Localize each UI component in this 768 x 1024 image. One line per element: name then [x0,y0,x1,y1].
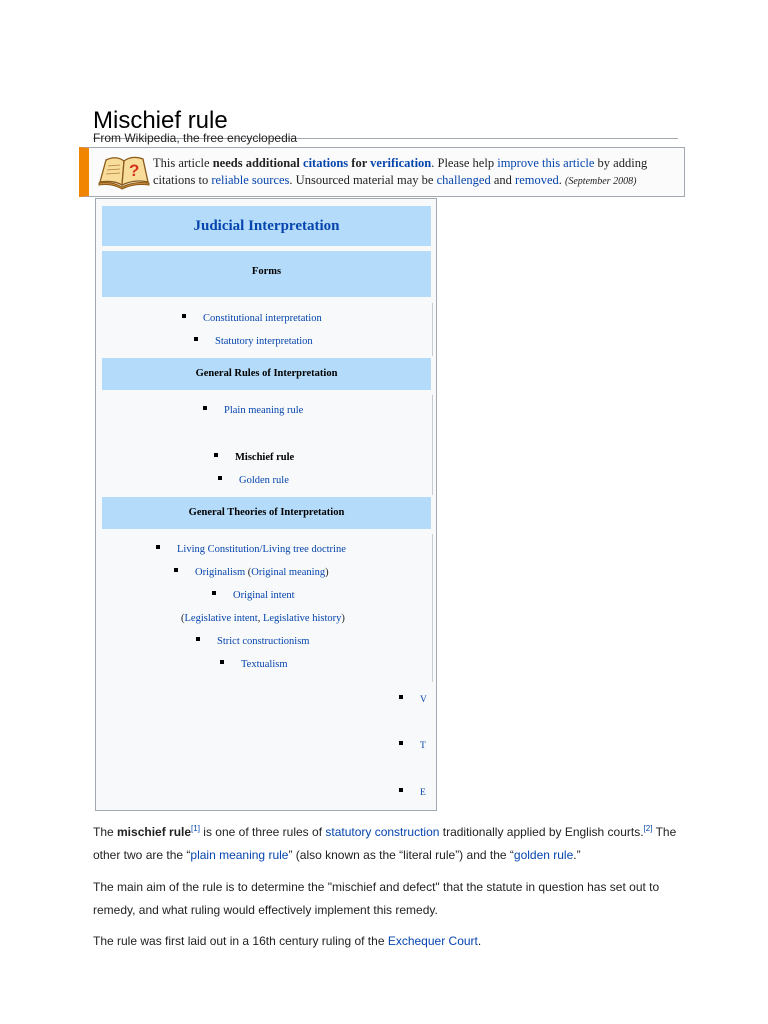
notice-emphasis-for: for [348,156,371,170]
paragraph-intro [93,821,683,867]
site-tagline: From Wikipedia, the free encyclopedia [93,131,298,145]
sidebar-item-golden-rule[interactable] [218,475,289,486]
paren: ( [181,613,185,624]
notice-text-part: . [558,173,566,187]
improve-article-link[interactable]: improve this article [497,156,595,170]
paren: ( [245,567,252,578]
notice-text-part: . Unsourced material may be [289,173,437,187]
plain-meaning-rule-link[interactable]: plain meaning rule [190,848,289,862]
reference-1-link[interactable]: [1] [191,824,200,833]
vte-label: V [420,695,427,705]
bullet-icon [214,453,218,457]
text: ” (also known as the “literal rule”) and the “ [288,848,514,862]
bullet-icon [212,591,216,595]
text: . [477,934,482,948]
bullet-icon [218,476,222,480]
bullet-icon [399,788,403,792]
bullet-icon [182,314,186,318]
sidebar-item-label: Textualism [241,659,288,670]
paragraph-history [93,930,683,953]
paren: ) [341,613,345,624]
judicial-interpretation-sidebar [95,198,437,811]
vte-label: E [420,788,426,798]
bullet-icon [196,637,200,641]
removed-link[interactable]: removed [515,173,559,187]
sidebar-item-original-meaning[interactable]: Original meaning [251,567,326,578]
svg-text:?: ? [129,161,140,180]
sidebar-item-originalism[interactable]: Originalism [195,567,246,578]
statutory-construction-link[interactable]: statutory construction [325,825,440,839]
text: traditionally applied by English courts. [439,825,644,839]
comma: , [257,613,263,624]
sidebar-item-strict-constructionism[interactable] [196,636,309,647]
sidebar-item-label: Plain meaning rule [224,405,304,416]
notice-text-part: and [490,173,516,187]
sidebar-title[interactable]: Judicial Interpretation [102,206,431,246]
sidebar-item-legislative-intent[interactable]: Legislative intent [184,613,258,624]
sidebar-item-mischief-rule [214,452,294,463]
citations-link[interactable]: citations [303,156,349,170]
text: .” [573,848,581,862]
bullet-icon [174,568,178,572]
sidebar-item-textualism[interactable] [220,659,288,670]
bullet-icon [203,406,207,410]
sidebar-heading-forms: Forms [102,251,431,297]
sidebar-item-label: Statutory interpretation [215,336,313,347]
book-question-icon [96,152,152,192]
bullet-icon [399,695,403,699]
text: is one of three rules of [199,825,326,839]
sidebar-item-statutory-interpretation[interactable] [194,336,313,347]
paren: ) [325,567,329,578]
notice-date: (September 2008) [565,176,637,187]
text: The rule was first laid out in a 16th century ruling of the [93,934,388,948]
sidebar-item-label: Original intent [233,590,295,601]
sidebar-item-label: Strict constructionism [217,636,310,647]
sidebar-item-label: Constitutional interpretation [203,313,322,324]
sidebar-item-living-constitution[interactable] [156,544,346,555]
sidebar-heading-theories: General Theories of Interpretation [102,497,431,529]
text: The other two are the “ [93,825,677,862]
sidebar-heading-rules: General Rules of Interpretation [102,358,431,390]
sidebar-item-legislative-row [181,613,345,624]
exchequer-court-link[interactable]: Exchequer Court [387,934,478,948]
navbox-view-link[interactable] [399,695,427,705]
challenged-link[interactable]: challenged [436,173,491,187]
sidebar-divider [432,303,433,356]
navbox-talk-link[interactable] [399,741,426,751]
golden-rule-link[interactable]: golden rule [513,848,574,862]
notice-text [153,155,683,190]
citation-notice-box [79,147,685,197]
notice-text-part: by adding citations to [153,156,648,187]
reference-2-link[interactable]: [2] [643,824,653,833]
sidebar-item-label: Golden rule [239,475,289,486]
vte-label: T [420,741,426,751]
sidebar-item-legislative-history[interactable]: Legislative history [262,613,342,624]
notice-emphasis: needs additional [212,156,304,170]
reliable-sources-link[interactable]: reliable sources [211,173,290,187]
sidebar-item-plain-meaning-rule[interactable] [203,405,303,416]
sidebar-item-label: Mischief rule [235,452,295,463]
sidebar-item-label: Living Constitution/Living tree doctrine [177,544,346,555]
paragraph-main-aim: The main aim of the rule is to determine the "mischief and defect" that the statute in question has set out to remedy, and what ruling would effectively implement this remedy. [93,880,660,917]
bullet-icon [399,741,403,745]
text: The [93,825,118,839]
verification-link[interactable]: verification [370,156,432,170]
page-title: Mischief rule [93,106,678,139]
sidebar-divider [432,395,433,495]
sidebar-divider [432,534,433,682]
notice-text-part: . Please help [431,156,498,170]
bullet-icon [220,660,224,664]
bullet-icon [194,337,198,341]
bullet-icon [156,545,160,549]
notice-text-part: This article [153,156,213,170]
sidebar-item-originalism-row [174,567,329,578]
sidebar-item-constitutional-interpretation[interactable] [182,313,322,324]
navbox-edit-link[interactable] [399,788,426,798]
sidebar-item-original-intent[interactable] [212,590,295,601]
term-bold: mischief rule [117,825,192,839]
